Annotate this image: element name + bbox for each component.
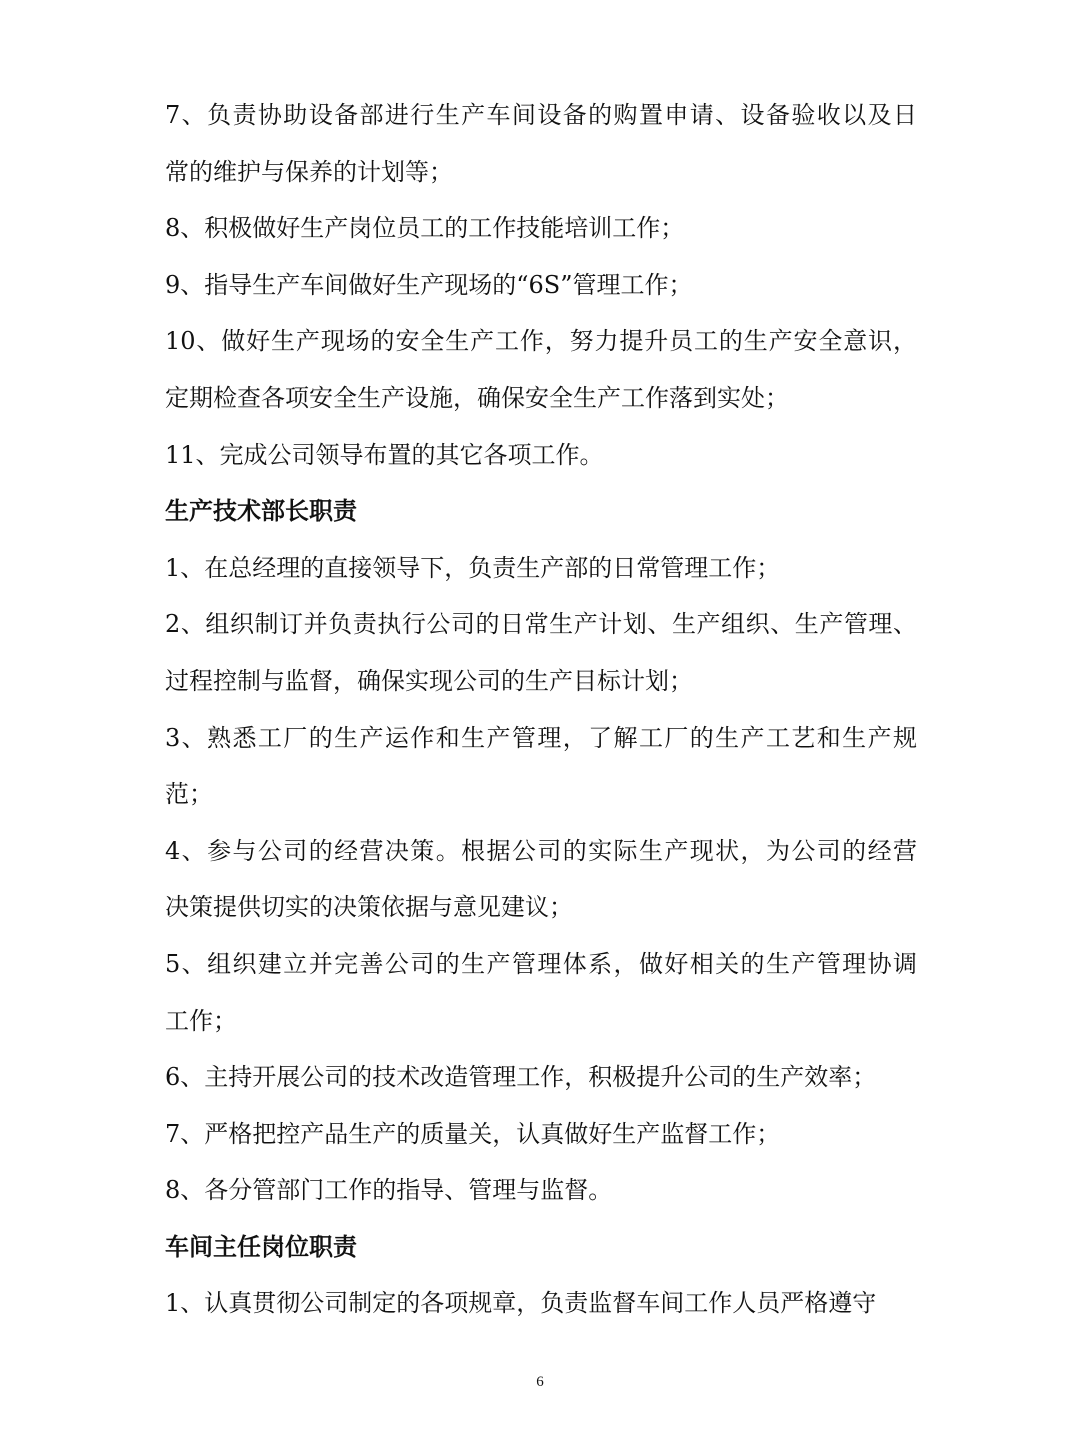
text-line: 11、完成公司领导布置的其它各项工作。 [165,440,604,469]
list-item [165,1113,917,1170]
list-item [165,830,917,943]
text-line: 1、认真贯彻公司制定的各项规章，负责监督车间工作人员严格遵守 [165,1289,877,1318]
list-item [165,717,917,830]
list-item [165,264,917,321]
list-item [165,603,917,716]
section-heading [165,490,917,547]
text-line: 定期检查各项安全生产设施，确保安全生产工作落到实处； [165,383,789,412]
text-line: 7、负责协助设备部进行生产车间设备的购置申请、设备验收以及日 [165,101,917,129]
list-item [165,207,917,264]
list-item [165,547,917,604]
text-line: 8、积极做好生产岗位员工的工作技能培训工作； [165,214,685,243]
text-line: 过程控制与监督，确保实现公司的生产目标计划； [165,666,693,695]
document-body [165,94,917,1339]
list-item [165,94,917,207]
list-item [165,943,917,1056]
text-line: 生产技术部长职责 [165,496,357,526]
text-line: 6、主持开展公司的技术改造管理工作，积极提升公司的生产效率； [165,1063,877,1092]
text-line: 范； [165,780,213,809]
text-line: 2、组织制订并负责执行公司的日常生产计划、生产组织、生产管理、 [165,610,917,639]
text-line: 决策提供切实的决策依据与意见建议； [165,893,573,922]
text-line: 8、各分管部门工作的指导、管理与监督。 [165,1176,613,1205]
text-line: 常的维护与保养的计划等； [165,157,453,186]
text-line: 3、熟悉工厂的生产运作和生产管理，了解工厂的生产工艺和生产规 [165,723,917,752]
page-number: 6 [536,1374,544,1390]
text-line: 1、在总经理的直接领导下，负责生产部的日常管理工作； [165,553,781,582]
text-line: 车间主任岗位职责 [165,1231,357,1261]
text-line: 7、严格把控产品生产的质量关，认真做好生产监督工作； [165,1119,781,1148]
list-item [165,1282,917,1339]
list-item [165,320,917,433]
list-item [165,1169,917,1226]
text-line: 5、组织建立并完善公司的生产管理体系，做好相关的生产管理协调 [165,949,917,978]
list-item [165,434,917,491]
text-line: 10、做好生产现场的安全生产工作，努力提升员工的生产安全意识， [165,327,917,356]
section-heading [165,1226,917,1283]
text-line: 工作； [165,1006,237,1035]
text-line: 4、参与公司的经营决策。根据公司的实际生产现状，为公司的经营 [165,836,917,865]
list-item [165,1056,917,1113]
text-line: 9、指导生产车间做好生产现场的“6S”管理工作； [165,270,693,299]
